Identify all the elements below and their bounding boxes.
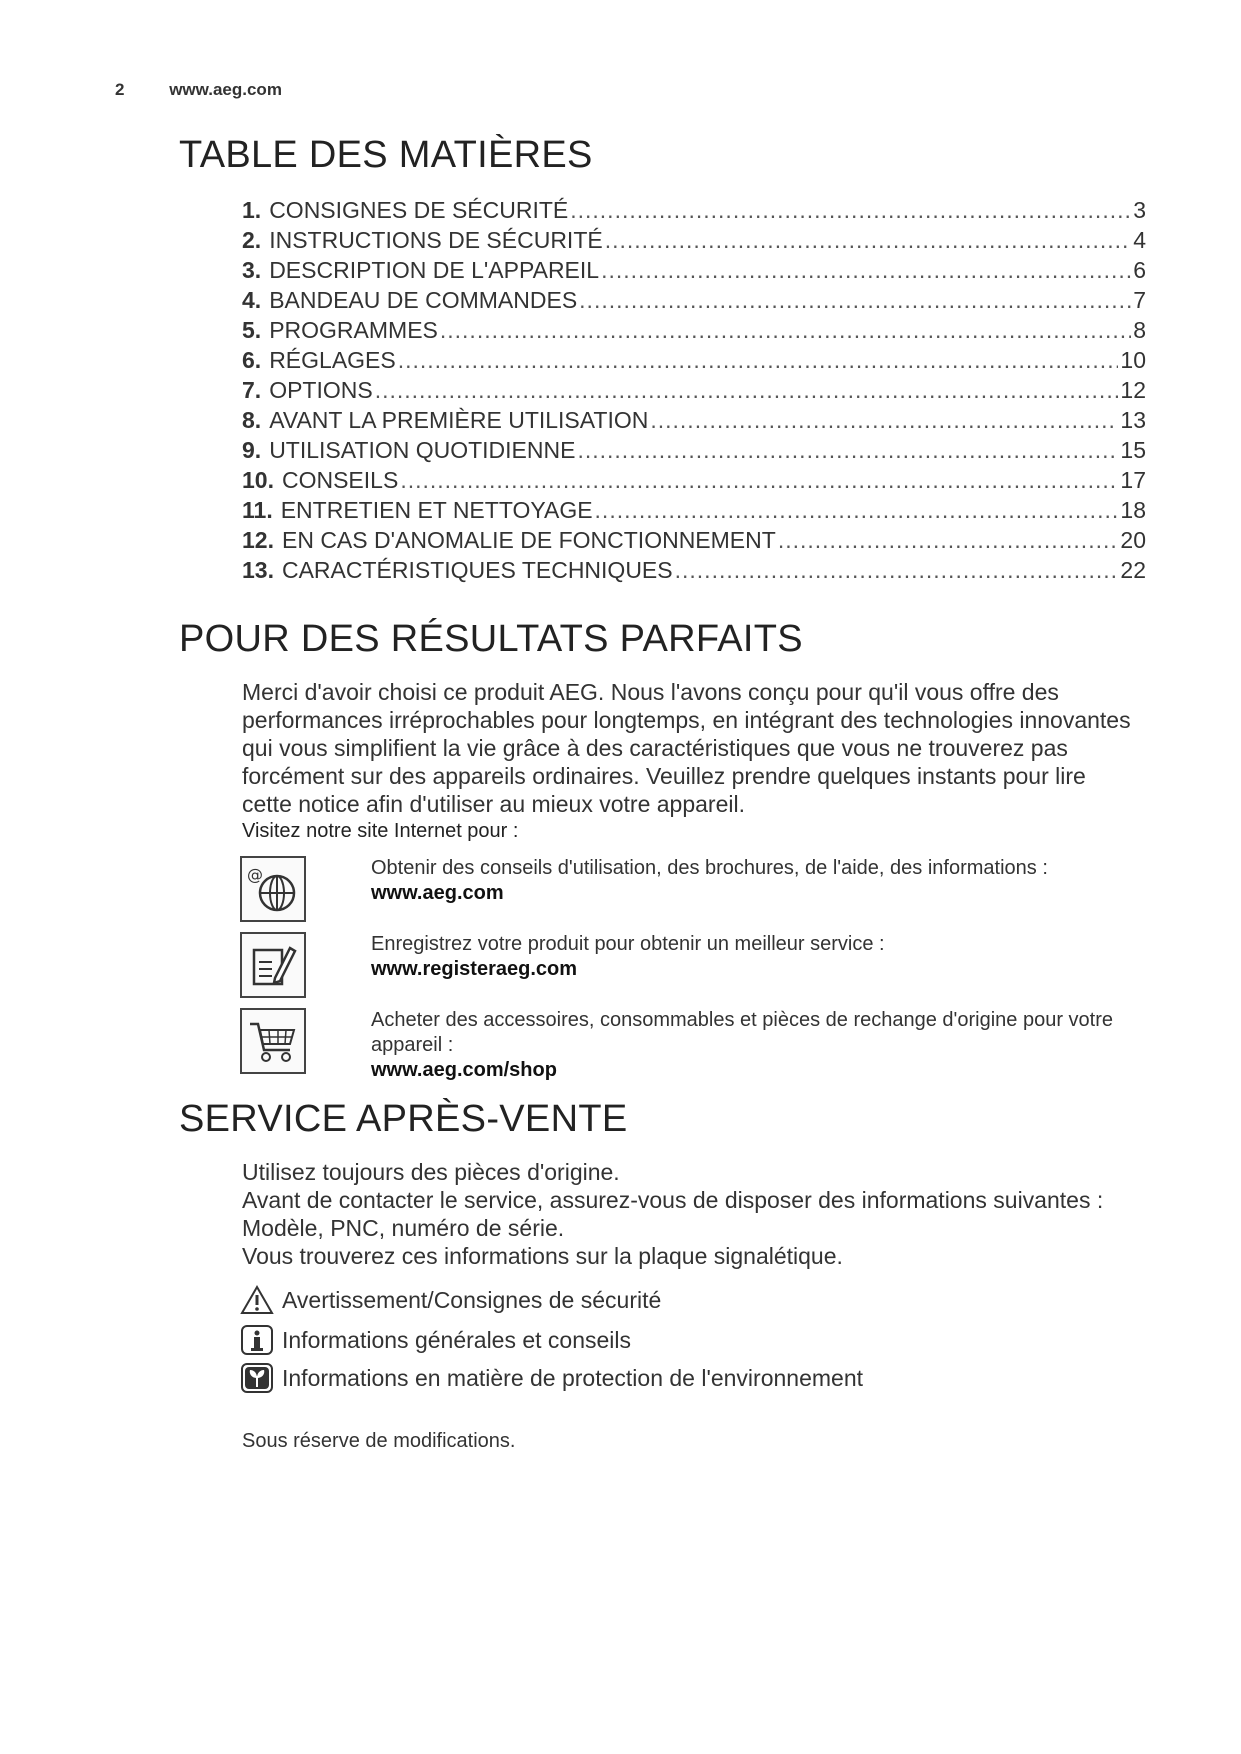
toc-leader	[440, 317, 1131, 344]
toc-item[interactable]	[242, 197, 1146, 227]
toc-page: 15	[1120, 437, 1146, 463]
page-header	[115, 80, 282, 100]
modification-note: Sous réserve de modifications.	[242, 1430, 516, 1452]
legend-warning	[240, 1284, 661, 1316]
register-icon	[240, 932, 306, 998]
toc-leader	[650, 407, 1118, 434]
link-text-shop	[371, 1008, 1141, 1083]
link-description: Acheter des accessoires, consommables et pièces de rechange d'origine pour votre appareil :	[371, 1009, 1114, 1056]
toc-page: 13	[1120, 407, 1146, 433]
toc-number: 3.	[242, 257, 262, 283]
toc-label: ENTRETIEN ET NETTOYAGE	[280, 497, 593, 523]
toc-label: EN CAS D'ANOMALIE DE FONCTIONNEMENT	[281, 527, 776, 553]
toc-number: 2.	[242, 227, 262, 253]
toc-leader	[570, 197, 1131, 224]
toc-number: 7.	[242, 377, 262, 403]
toc-label: CONSEILS	[281, 467, 399, 493]
link-text-register	[371, 932, 1141, 982]
toc-item[interactable]	[242, 257, 1146, 287]
visit-label: Visitez notre site Internet pour :	[242, 820, 519, 842]
toc-page: 18	[1120, 497, 1146, 523]
legend-environment	[240, 1362, 863, 1394]
toc-page: 12	[1120, 377, 1146, 403]
info-icon	[240, 1324, 274, 1356]
results-title: POUR DES RÉSULTATS PARFAITS	[179, 618, 803, 660]
service-line: Vous trouverez ces informations sur la plaque signalétique.	[242, 1243, 843, 1269]
toc-leader	[595, 497, 1119, 524]
table-of-contents	[242, 197, 1146, 587]
toc-label: CARACTÉRISTIQUES TECHNIQUES	[281, 557, 673, 583]
toc-label: PROGRAMMES	[269, 317, 438, 343]
toc-label: UTILISATION QUOTIDIENNE	[269, 437, 576, 463]
toc-leader	[400, 467, 1118, 494]
toc-item[interactable]	[242, 407, 1146, 437]
legend-info	[240, 1324, 631, 1356]
toc-item[interactable]	[242, 527, 1146, 557]
toc-label: DESCRIPTION DE L'APPAREIL	[269, 257, 600, 283]
toc-item[interactable]	[242, 557, 1146, 587]
toc-leader	[579, 287, 1131, 314]
toc-item[interactable]	[242, 377, 1146, 407]
legend-text: Informations en matière de protection de l'environnement	[282, 1364, 863, 1391]
toc-label: AVANT LA PREMIÈRE UTILISATION	[269, 407, 649, 433]
intro-paragraph: Merci d'avoir choisi ce produit AEG. Nous l'avons conçu pour qu'il vous offre des performances irréprochables pour longtemps, en intégrant des technologies innovantes qui vous simplifient la vie grâce à des caractéristiques que vous ne trouverez pas forcément sur des appareils ordinaires. Veuillez prendre quelques instants pour lire cette notice afin d'utiliser au mieux votre appareil.	[242, 679, 1131, 817]
toc-number: 1.	[242, 197, 262, 223]
toc-item[interactable]	[242, 287, 1146, 317]
header-site[interactable]: www.aeg.com	[169, 80, 282, 99]
toc-page: 3	[1133, 197, 1146, 223]
toc-label: INSTRUCTIONS DE SÉCURITÉ	[269, 227, 603, 253]
toc-item[interactable]	[242, 347, 1146, 377]
cart-icon	[240, 1008, 306, 1074]
toc-label: RÉGLAGES	[269, 347, 396, 373]
toc-number: 5.	[242, 317, 262, 343]
legend-text: Avertissement/Consignes de sécurité	[282, 1286, 662, 1313]
link-url-register[interactable]: www.registeraeg.com	[371, 958, 577, 980]
toc-number: 12.	[242, 527, 274, 553]
service-title: SERVICE APRÈS-VENTE	[179, 1098, 628, 1140]
toc-number: 4.	[242, 287, 262, 313]
link-text-info	[371, 856, 1141, 906]
toc-item[interactable]	[242, 317, 1146, 347]
svg-text:@: @	[247, 865, 263, 884]
toc-number: 11.	[242, 497, 273, 523]
toc-leader	[675, 557, 1119, 584]
service-text	[242, 1158, 1142, 1270]
toc-number: 13.	[242, 557, 274, 583]
service-line: Utilisez toujours des pièces d'origine.	[242, 1159, 620, 1185]
toc-number: 6.	[242, 347, 262, 373]
toc-number: 10.	[242, 467, 274, 493]
link-description: Obtenir des conseils d'utilisation, des brochures, de l'aide, des informations :	[371, 857, 1048, 879]
toc-number: 9.	[242, 437, 262, 463]
toc-leader	[778, 527, 1119, 554]
toc-leader	[577, 437, 1118, 464]
legend-text: Informations générales et conseils	[282, 1326, 632, 1353]
toc-item[interactable]	[242, 497, 1146, 527]
toc-leader	[605, 227, 1131, 254]
toc-page: 6	[1133, 257, 1146, 283]
toc-label: CONSIGNES DE SÉCURITÉ	[269, 197, 569, 223]
toc-page: 20	[1120, 527, 1146, 553]
toc-page: 10	[1120, 347, 1146, 373]
globe-icon	[240, 856, 306, 922]
toc-page: 7	[1133, 287, 1146, 313]
link-url-shop[interactable]: www.aeg.com/shop	[371, 1059, 557, 1081]
toc-page: 22	[1120, 557, 1146, 583]
toc-page: 4	[1133, 227, 1146, 253]
toc-leader	[375, 377, 1119, 404]
toc-item[interactable]	[242, 437, 1146, 467]
toc-leader	[601, 257, 1131, 284]
toc-label: BANDEAU DE COMMANDES	[269, 287, 578, 313]
warning-icon	[240, 1284, 274, 1316]
toc-leader	[398, 347, 1119, 374]
toc-label: OPTIONS	[269, 377, 373, 403]
toc-number: 8.	[242, 407, 262, 433]
toc-item[interactable]	[242, 467, 1146, 497]
toc-title: TABLE DES MATIÈRES	[179, 134, 593, 176]
toc-item[interactable]	[242, 227, 1146, 257]
toc-page: 8	[1133, 317, 1146, 343]
link-url-aeg[interactable]: www.aeg.com	[371, 882, 504, 904]
page-number: 2	[115, 80, 125, 99]
toc-page: 17	[1120, 467, 1146, 493]
environment-icon	[240, 1362, 274, 1394]
link-description: Enregistrez votre produit pour obtenir un meilleur service :	[371, 933, 885, 955]
service-line: Avant de contacter le service, assurez-vous de disposer des informations suivantes : Modèle, PNC, numéro de série.	[242, 1187, 1104, 1241]
